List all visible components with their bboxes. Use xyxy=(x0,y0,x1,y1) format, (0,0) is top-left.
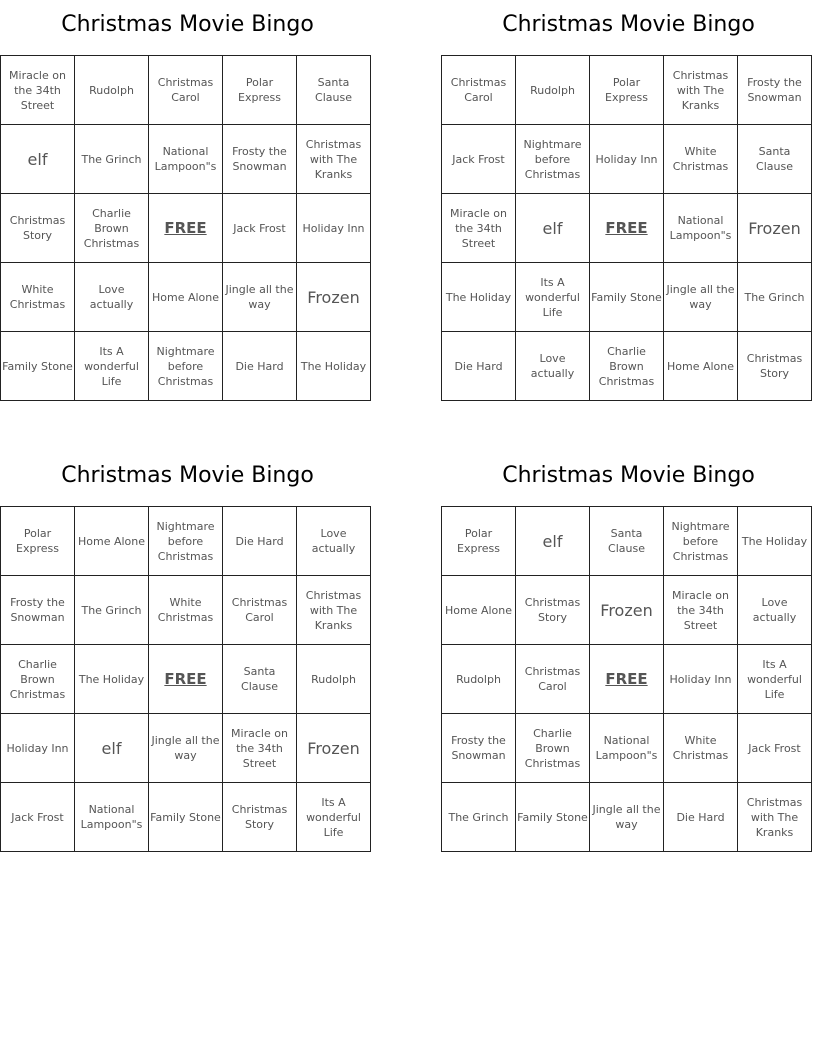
bingo-cell: Die Hard xyxy=(442,332,516,401)
bingo-cell: Christmas with The Kranks xyxy=(738,783,812,852)
bingo-cell: Christmas Story xyxy=(1,194,75,263)
bingo-grid xyxy=(441,55,812,401)
bingo-cell: Christmas Story xyxy=(223,783,297,852)
card-title: Christmas Movie Bingo xyxy=(61,12,314,37)
bingo-cell: elf xyxy=(1,125,75,194)
bingo-cell: Holiday Inn xyxy=(1,714,75,783)
bingo-cell: The Grinch xyxy=(738,263,812,332)
bingo-row xyxy=(1,332,371,401)
bingo-cell: Family Stone xyxy=(149,783,223,852)
bingo-cell: National Lampoon"s xyxy=(590,714,664,783)
bingo-cell: Frozen xyxy=(738,194,812,263)
bingo-cell: Christmas Carol xyxy=(149,56,223,125)
bingo-cell: Home Alone xyxy=(442,576,516,645)
card-title: Christmas Movie Bingo xyxy=(502,12,755,37)
bingo-cell: Jingle all the way xyxy=(664,263,738,332)
bingo-cell: Frosty the Snowman xyxy=(223,125,297,194)
bingo-row xyxy=(442,645,812,714)
card-title: Christmas Movie Bingo xyxy=(61,463,314,488)
bingo-cell: Nightmare before Christmas xyxy=(149,332,223,401)
bingo-cell: Christmas Carol xyxy=(223,576,297,645)
bingo-cell: Santa Clause xyxy=(738,125,812,194)
bingo-cell: Home Alone xyxy=(664,332,738,401)
bingo-cell: Holiday Inn xyxy=(297,194,371,263)
bingo-row xyxy=(1,714,371,783)
bingo-cell: National Lampoon"s xyxy=(149,125,223,194)
bingo-cell: Miracle on the 34th Street xyxy=(223,714,297,783)
bingo-cell: Christmas with The Kranks xyxy=(664,56,738,125)
bingo-cell: Jack Frost xyxy=(738,714,812,783)
bingo-cell: Frosty the Snowman xyxy=(1,576,75,645)
bingo-cell: Jingle all the way xyxy=(590,783,664,852)
bingo-cell: Die Hard xyxy=(223,332,297,401)
bingo-cell: The Holiday xyxy=(75,645,149,714)
bingo-cell: Frozen xyxy=(297,263,371,332)
bingo-grid xyxy=(0,506,371,852)
bingo-cell: The Grinch xyxy=(75,576,149,645)
bingo-cell: Jack Frost xyxy=(442,125,516,194)
bingo-cell: Santa Clause xyxy=(297,56,371,125)
bingo-cell: The Holiday xyxy=(297,332,371,401)
bingo-row xyxy=(442,194,812,263)
bingo-cell: Rudolph xyxy=(442,645,516,714)
bingo-cell: The Holiday xyxy=(738,507,812,576)
bingo-row xyxy=(442,576,812,645)
bingo-cell: Family Stone xyxy=(590,263,664,332)
bingo-row xyxy=(442,783,812,852)
bingo-cell: Its A wonderful Life xyxy=(75,332,149,401)
bingo-cell: Its A wonderful Life xyxy=(297,783,371,852)
bingo-grid xyxy=(441,506,812,852)
bingo-cell: Its A wonderful Life xyxy=(738,645,812,714)
bingo-cell: Miracle on the 34th Street xyxy=(1,56,75,125)
bingo-cell: Die Hard xyxy=(664,783,738,852)
bingo-cell: Polar Express xyxy=(223,56,297,125)
bingo-cell: Frozen xyxy=(590,576,664,645)
bingo-cell: elf xyxy=(75,714,149,783)
free-cell: FREE xyxy=(149,194,223,263)
bingo-row xyxy=(442,125,812,194)
bingo-cell: Polar Express xyxy=(1,507,75,576)
bingo-cell: Home Alone xyxy=(75,507,149,576)
bingo-cell: Nightmare before Christmas xyxy=(664,507,738,576)
free-cell: FREE xyxy=(590,194,664,263)
bingo-cell: Christmas with The Kranks xyxy=(297,576,371,645)
bingo-row xyxy=(442,714,812,783)
free-cell: FREE xyxy=(590,645,664,714)
bingo-cell: National Lampoon"s xyxy=(75,783,149,852)
bingo-cell: Rudolph xyxy=(75,56,149,125)
bingo-row xyxy=(1,507,371,576)
bingo-row xyxy=(1,56,371,125)
bingo-row xyxy=(442,263,812,332)
bingo-cell: Miracle on the 34th Street xyxy=(664,576,738,645)
bingo-cell: Charlie Brown Christmas xyxy=(590,332,664,401)
bingo-cell: Charlie Brown Christmas xyxy=(75,194,149,263)
bingo-cell: White Christmas xyxy=(149,576,223,645)
bingo-cell: Santa Clause xyxy=(223,645,297,714)
bingo-cell: Charlie Brown Christmas xyxy=(1,645,75,714)
bingo-cell: White Christmas xyxy=(1,263,75,332)
bingo-cell: Christmas with The Kranks xyxy=(297,125,371,194)
bingo-cell: Jingle all the way xyxy=(149,714,223,783)
bingo-cell: Jack Frost xyxy=(223,194,297,263)
bingo-cell: Family Stone xyxy=(1,332,75,401)
bingo-row xyxy=(1,194,371,263)
bingo-cell: Santa Clause xyxy=(590,507,664,576)
bingo-cell: Family Stone xyxy=(516,783,590,852)
bingo-cell: Christmas Carol xyxy=(442,56,516,125)
bingo-cell: Love actually xyxy=(738,576,812,645)
bingo-cell: Frosty the Snowman xyxy=(738,56,812,125)
bingo-cell: Its A wonderful Life xyxy=(516,263,590,332)
bingo-row xyxy=(1,783,371,852)
bingo-cell: Holiday Inn xyxy=(664,645,738,714)
bingo-row xyxy=(1,263,371,332)
bingo-grid xyxy=(0,55,371,401)
bingo-cell: elf xyxy=(516,194,590,263)
bingo-cell: White Christmas xyxy=(664,714,738,783)
card-title: Christmas Movie Bingo xyxy=(502,463,755,488)
bingo-cell: Jack Frost xyxy=(1,783,75,852)
bingo-row xyxy=(1,645,371,714)
bingo-cell: Die Hard xyxy=(223,507,297,576)
bingo-row xyxy=(442,332,812,401)
bingo-row xyxy=(442,507,812,576)
bingo-row xyxy=(442,56,812,125)
bingo-cell: Frozen xyxy=(297,714,371,783)
bingo-cell: Christmas Story xyxy=(738,332,812,401)
bingo-cell: Rudolph xyxy=(297,645,371,714)
bingo-cell: The Grinch xyxy=(75,125,149,194)
free-cell: FREE xyxy=(149,645,223,714)
bingo-cell: Miracle on the 34th Street xyxy=(442,194,516,263)
bingo-cell: The Grinch xyxy=(442,783,516,852)
bingo-cell: Home Alone xyxy=(149,263,223,332)
bingo-cell: Charlie Brown Christmas xyxy=(516,714,590,783)
bingo-cell: Polar Express xyxy=(442,507,516,576)
bingo-row xyxy=(1,576,371,645)
bingo-cell: Love actually xyxy=(516,332,590,401)
bingo-cell: elf xyxy=(516,507,590,576)
bingo-cell: White Christmas xyxy=(664,125,738,194)
bingo-cell: Jingle all the way xyxy=(223,263,297,332)
bingo-cell: The Holiday xyxy=(442,263,516,332)
bingo-cell: Christmas Carol xyxy=(516,645,590,714)
bingo-cell: National Lampoon"s xyxy=(664,194,738,263)
bingo-cell: Nightmare before Christmas xyxy=(516,125,590,194)
bingo-cell: Nightmare before Christmas xyxy=(149,507,223,576)
bingo-cell: Holiday Inn xyxy=(590,125,664,194)
bingo-cell: Christmas Story xyxy=(516,576,590,645)
bingo-row xyxy=(1,125,371,194)
bingo-cell: Love actually xyxy=(75,263,149,332)
bingo-cell: Rudolph xyxy=(516,56,590,125)
bingo-cell: Frosty the Snowman xyxy=(442,714,516,783)
bingo-cell: Polar Express xyxy=(590,56,664,125)
bingo-cell: Love actually xyxy=(297,507,371,576)
